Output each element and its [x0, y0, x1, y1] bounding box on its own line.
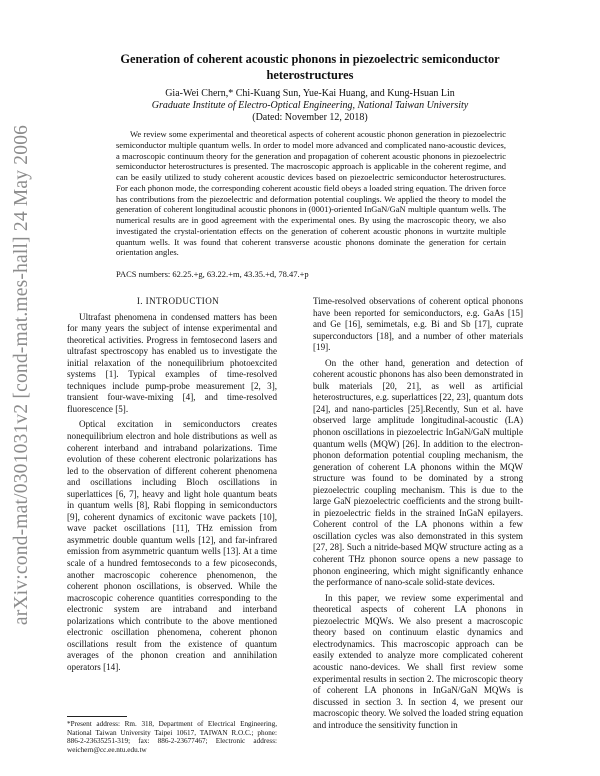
author-list: Gia-Wei Chern,* Chi-Kuang Sun, Yue-Kai Huang, and Kung-Hsuan Lin	[165, 88, 455, 99]
body-paragraph: In this paper, we review some experimental and theoretical aspects of coherent LA phonons in piezoelectric MQWs. We also present a macroscopic theory based on continuum elastic dynamics and electrodynamics. This macroscopic approach can be easily extended to analyze more complicated coherent acoustic nano-devices. We shall first review some experimental results in section 2. The microscopic theory of coherent LA phonons in InGaN/GaN MQWs is discussed in section 3. In section 4, we present our macroscopic theory. We solved the loaded string equation and introduce the sensitivity function in	[313, 592, 523, 730]
paper-title	[80, 52, 540, 83]
left-column	[67, 296, 277, 674]
footnote-divider	[67, 716, 127, 717]
author-affiliation: Graduate Institute of Electro-Optical Engineering, National Taiwan University	[151, 100, 469, 111]
paper-title-line-1: Generation of coherent acoustic phonons in piezoelectric semiconductor	[120, 52, 500, 66]
body-paragraph: On the other hand, generation and detection of coherent acoustic phonons has also been demonstrated in bulk materials [20, 21], as well as artificial heterostructures, e.g. superlattices [22, 23], quantum dots [24], and nano-particles [25].Recently, Sun et al. have observed large amplitude longitudinal-acoustic (LA) phonon oscillations in piezoelectric InGaN/GaN multiple quantum wells (MQW) [26]. In addition to the electron-phonon deformation potential coupling mechanism, the generation of coherent LA phonons within the MQW structure was found to be dominated by a strong piezoelectric coupling mechanism. This is due to the large GaN piezoelectric coefficients and the strong built-in piezoelectric fields in the strained InGaN epilayers. Coherent control of the LA phonons within a few oscillation cycles was also demonstrated in this system [27, 28]. Such a nitride-based MQW structure acting as a coherent THz phonon source opens a new passage to phonon engineering, which might significantly enhance the performance of nano-scale solid-state devices.	[313, 357, 523, 588]
body-paragraph: Optical excitation in semiconductors creates nonequilibrium electron and hole distributions as well as coherent interband and intraband polarizations. Time evolution of these coherent electronic polarizations has led to the observation of different coherent phenomena and oscillations including Bloch oscillations in superlattices [6, 7], heavy and light hole quantum beats in quantum wells [8], Rabi flopping in semiconductors [9], coherent dynamics of excitonic wave packets [10], wave packet oscillations [11], THz emission from asymmetric double quantum wells [12], and far-infrared emission from asymmetric quantum wells [13]. At a time scale of a hundred femtoseconds to a few picoseconds, another macroscopic coherence phenomenon, the coherent phonon oscillations, is observed. While the macroscopic coherence quantities corresponding to the electronic system are intraband and interband polarizations which contribute to the above mentioned electronic oscillation phenomena, coherent phonon oscillations result from the existence of quantum averages of the phonon creation and annihilation operators [14].	[67, 419, 277, 672]
body-paragraph: Time-resolved observations of coherent optical phonons have been reported for semiconductors, e.g. GaAs [15] and Ge [16], semimetals, e.g. Bi and Sb [17], cuprate superconductors [18], and a number of other materials [19].	[313, 296, 523, 353]
section-heading-introduction: I. INTRODUCTION	[136, 296, 220, 306]
footnote: *Present address: Rm. 318, Department of Electrical Engineering, National Taiwan University Taipei 10617, TAIWAN R.O.C.; phone: 886-2-23635251-319; fax: 886-2-23677467; Electronic address: weichern@cc.ee.ntu.edu.tw	[67, 720, 277, 755]
date-line: (Dated: November 12, 2018)	[252, 112, 368, 123]
abstract: We review some experimental and theoretical aspects of coherent acoustic phonon generation in piezoelectric semiconductor multiple quantum wells. In order to model more advanced and complicated nano-acoustic devices, a macroscopic continuum theory for the generation and propagation of coherent acoustic phonons in piezoelectric semiconductor heterostructures is presented. The macroscopic approach is applicable in the coherent regime, and can be easily utilized to study coherent acoustic devices based on piezoelectric semiconductor heterostructures. For each phonon mode, the corresponding coherent acoustic field obeys a loaded string equation. The driven force has contributions from the piezoelectric and deformation potential couplings. We applied the theory to model the generation of coherent longitudinal acoustic phonons in (0001)-oriented InGaN/GaN multiple quantum wells. The numerical results are in good agreement with the experimental ones. By using the macroscopic theory, we also investigated the crystal-orientation effects on the generation of coherent acoustic phonons in wurtzite multiple quantum wells. It was found that coherent transverse acoustic phonons dominate the generation for certain orientation angles.	[116, 129, 506, 258]
pacs-numbers: PACS numbers: 62.25.+g, 63.22.+m, 43.35.+d, 78.47.+p	[116, 269, 309, 279]
arxiv-identifier-stamp	[2, 80, 42, 670]
arxiv-stamp-text: arXiv:cond-mat/0301031v2 [cond-mat.mes-hall] 24 May 2006	[11, 124, 32, 626]
right-column	[313, 296, 523, 731]
paper-title-line-2: heterostructures	[266, 67, 354, 82]
body-paragraph: Ultrafast phenomena in condensed matters has been for many years the subject of intense experimental and theoretical activities. Progress in femtosecond lasers and ultrafast spectroscopy has enabled us to investigate the initial relaxation of the nonequilibrium photoexcited systems [1]. Typical examples of time-resolved techniques include pump-probe measurement [2, 3], transient four-wave-mixing [4], and time-resolved fluorescence [5].	[67, 311, 277, 414]
